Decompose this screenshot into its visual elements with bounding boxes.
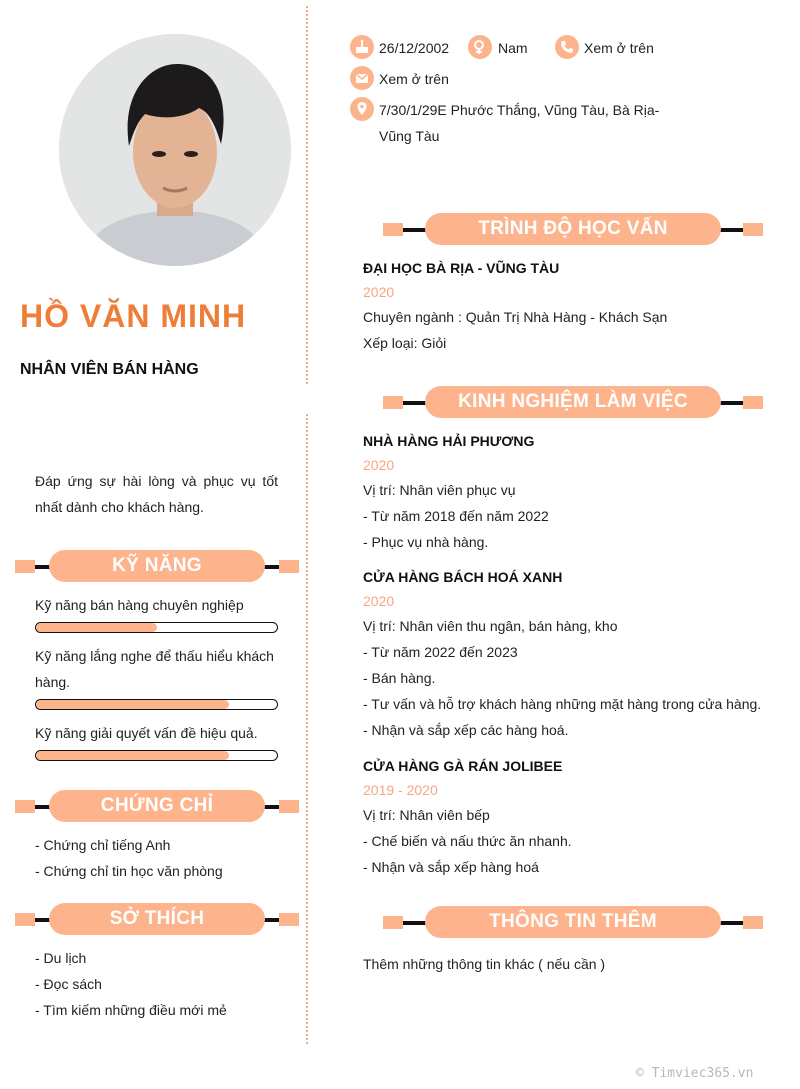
education-detail: Chuyên ngành : Quản Trị Nhà Hàng - Khách Sạn — [363, 309, 668, 325]
column-divider-top — [306, 6, 308, 384]
hobby-item: - Du lịch — [35, 950, 87, 966]
hobby-item: - Đọc sách — [35, 976, 102, 992]
map-pin-icon — [350, 97, 374, 121]
certificates-heading: CHỨNG CHỈ — [49, 790, 265, 822]
portrait-photo — [59, 34, 291, 266]
job-detail: - Phục vụ nhà hàng. — [363, 534, 489, 550]
education-detail: Xếp loại: Giỏi — [363, 335, 447, 351]
education-year: 2020 — [363, 284, 395, 300]
hobbies-heading: SỞ THÍCH — [49, 903, 265, 935]
job-detail: - Từ năm 2018 đến năm 2022 — [363, 508, 549, 524]
skills-section-header — [15, 550, 299, 584]
job-detail: - Nhận và sắp xếp hàng hoá — [363, 859, 539, 875]
address-line-1: 7/30/1/29E Phước Thắng, Vũng Tàu, Bà Rịa- — [379, 102, 660, 118]
additional-section-header — [383, 906, 763, 940]
skill-progress-bar — [35, 699, 278, 710]
school-name: ĐẠI HỌC BÀ RỊA - VŨNG TÀU — [363, 260, 560, 276]
certificates-section-header — [15, 790, 299, 824]
company-name: CỬA HÀNG BÁCH HOÁ XANH — [363, 569, 563, 585]
job-detail: Vị trí: Nhân viên bếp — [363, 807, 490, 823]
certificate-item: - Chứng chỉ tiếng Anh — [35, 837, 171, 853]
email-text: Xem ở trên — [379, 71, 449, 87]
company-name: NHÀ HÀNG HẢI PHƯƠNG — [363, 433, 535, 449]
job-detail: - Nhận và sắp xếp các hàng hoá. — [363, 722, 569, 738]
job-year: 2020 — [363, 593, 395, 609]
skill-label: Kỹ năng lắng nghe để thấu hiểu khách hàng. — [35, 648, 274, 690]
company-name: CỬA HÀNG GÀ RÁN JOLIBEE — [363, 758, 563, 774]
hobby-item: - Tìm kiếm những điều mới mẻ — [35, 1002, 227, 1018]
skills-heading: KỸ NĂNG — [49, 550, 265, 582]
envelope-icon — [350, 66, 374, 90]
job-year: 2019 - 2020 — [363, 782, 438, 798]
full-name: HỒ VĂN MINH — [20, 298, 247, 334]
skill-label: Kỹ năng giải quyết vấn đề hiệu quả. — [35, 725, 258, 741]
job-detail: Vị trí: Nhân viên phục vụ — [363, 482, 516, 498]
additional-info-text: Thêm những thông tin khác ( nếu cần ) — [363, 956, 606, 972]
skill-progress-fill — [36, 751, 229, 760]
phone-icon — [555, 35, 579, 59]
experience-heading: KINH NGHIỆM LÀM VIỆC — [425, 386, 721, 418]
job-detail: - Từ năm 2022 đến 2023 — [363, 644, 518, 660]
skill-label: Kỹ năng bán hàng chuyên nghiệp — [35, 597, 244, 613]
gender-text: Nam — [498, 40, 528, 56]
job-detail: Vị trí: Nhân viên thu ngân, bán hàng, kho — [363, 618, 618, 634]
hobbies-section-header — [15, 903, 299, 937]
education-heading: TRÌNH ĐỘ HỌC VẤN — [425, 213, 721, 245]
column-divider-bottom — [306, 414, 308, 1044]
phone-text: Xem ở trên — [584, 40, 654, 56]
skill-progress-bar — [35, 622, 278, 633]
address-line-2: Vũng Tàu — [379, 128, 440, 144]
birthday-text: 26/12/2002 — [379, 40, 450, 56]
job-detail: - Bán hàng. — [363, 670, 436, 686]
education-section-header — [383, 213, 763, 247]
job-title: NHÂN VIÊN BÁN HÀNG — [20, 361, 199, 378]
skill-progress-bar — [35, 750, 278, 761]
job-year: 2020 — [363, 457, 395, 473]
job-detail: - Tư vấn và hỗ trợ khách hàng những mặt hàng trong cửa hàng. — [363, 696, 762, 712]
skill-progress-fill — [36, 700, 229, 709]
career-objective: Đáp ứng sự hài lòng và phục vụ tốt nhất dành cho khách hàng. — [35, 473, 278, 515]
gender-icon — [468, 35, 492, 59]
cake-icon — [350, 35, 374, 59]
avatar — [59, 34, 291, 266]
additional-heading: THÔNG TIN THÊM — [425, 906, 721, 938]
certificate-item: - Chứng chỉ tin học văn phòng — [35, 863, 223, 879]
watermark: © Timviec365.vn — [636, 1066, 754, 1081]
experience-section-header — [383, 386, 763, 420]
job-detail: - Chế biến và nấu thức ăn nhanh. — [363, 833, 572, 849]
skill-progress-fill — [36, 623, 157, 632]
